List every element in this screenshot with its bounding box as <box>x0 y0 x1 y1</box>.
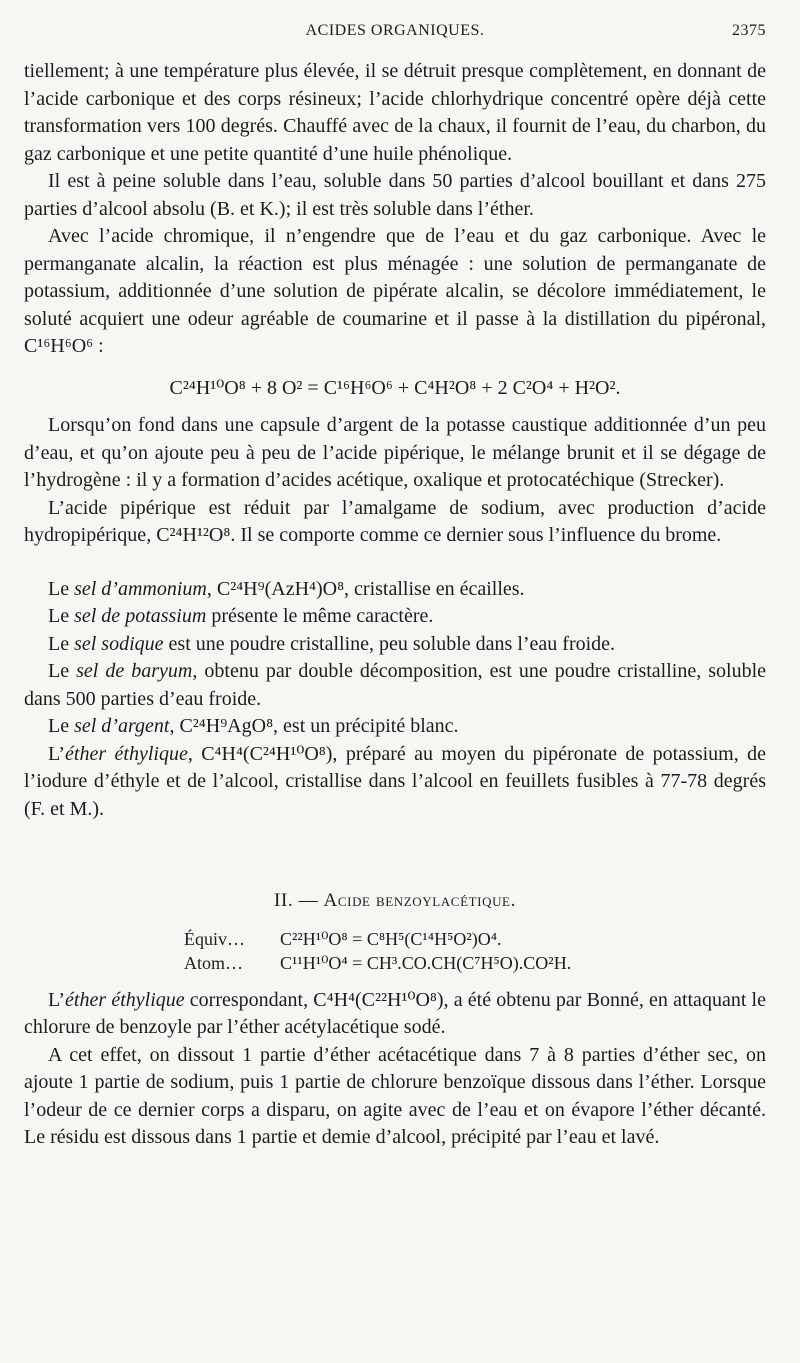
salt-entry: L’éther éthylique, C⁴H⁴(C²⁴H¹⁰O⁸), préparé au moyen du pipéronate de potassium, de l’iodure d’éthyle et de l’alcool, cristallise dans l’alcool en feuillets fusibles à 77-78 degrés (F. et M.). <box>24 742 766 820</box>
paragraph-1: tiellement; à une température plus élevée, il se détruit presque complètement, en donnant de l’acide carbonique et des corps résineux; l’acide chlorhydrique concentré opère déjà cette transformation vers 100 degrés. Chauffé avec de la chaux, il fournit de l’eau, du charbon, du gaz carbonique et une petite quantité d’une huile phénolique. <box>24 60 766 165</box>
running-head <box>24 22 766 44</box>
page-number: 2375 <box>732 22 766 39</box>
spacer <box>24 823 766 887</box>
paragraph-6: L’éther éthylique correspondant, C⁴H⁴(C²²H¹⁰O⁸), a été obtenu par Bonné, en attaquant le chlorure de benzoyle par l’éther acétylacétique sodé. <box>24 988 766 1038</box>
paragraph-7: A cet effet, on dissout 1 partie d’éther acétacétique dans 7 à 8 parties d’éther sec, on ajoute 1 partie de sodium, puis 1 partie de chlorure benzoïque dissous dans l’éther. Lorsque l’odeur de ce dernier corps a disparu, on agite avec de l’eau et on évapore l’éther décanté. Le résidu est dissous dans 1 partie et demie d’alcool, précipité par l’eau et lavé. <box>24 1043 766 1148</box>
paragraph-2: Il est à peine soluble dans l’eau, soluble dans 50 parties d’alcool bouillant et dans 275 parties d’alcool absolu (B. et K.); il est très soluble dans l’éther. <box>24 170 766 220</box>
salt-entry: Le sel sodique est une poudre cristalline, peu soluble dans l’eau froide. <box>48 632 616 655</box>
salt-entry: Le sel d’argent, C²⁴H⁹AgO⁸, est un précipité blanc. <box>48 715 459 737</box>
formula-block <box>24 927 766 975</box>
paragraph-4: Lorsqu’on fond dans une capsule d’argent de la potasse caustique additionnée d’un peu d’eau, et qu’on ajoute peu à peu de l’acide pipérique, le mélange brunit et il se dégage de l’hydrogène : il y a formation d’acides acétique, oxalique et protocatéchique (Strecker). <box>24 414 766 491</box>
equiv-formula: Équiv… C²²H¹⁰O⁸ = C⁸H⁵(C¹⁴H⁵O²)O⁴. <box>184 928 502 949</box>
paragraph-3: Avec l’acide chromique, il n’engendre que de l’eau et du gaz carbonique. Avec le permanganate alcalin, la réaction est plus ménagée : une solution de permanganate de potassium, additionnée d’une solution de pipérate alcalin, se décolore immédiatement, le soluté acquiert une odeur agréable de coumarine et il passe à la distillation du pipéronal, C¹⁶H⁶O⁶ : <box>24 225 766 357</box>
atom-formula: Atom… C¹¹H¹⁰O⁴ = CH³.CO.CH(C⁷H⁵O).CO²H. <box>184 952 572 973</box>
salt-entry: Le sel de potassium présente le même caractère. <box>48 605 434 627</box>
paragraph-5: L’acide pipérique est réduit par l’amalgame de sodium, avec production d’acide hydropipérique, C²⁴H¹²O⁸. Il se comporte comme ce dernier sous l’influence du brome. <box>24 496 766 546</box>
salts-list <box>24 576 766 824</box>
spacer <box>24 550 766 576</box>
salt-entry: Le sel de baryum, obtenu par double décomposition, est une poudre cristalline, soluble dans 500 parties d’eau froide. <box>24 660 767 710</box>
reaction-formula: C²⁴H¹⁰O⁸ + 8 O² = C¹⁶H⁶O⁶ + C⁴H²O⁸ + 2 C²O⁴ + H²O². <box>169 376 621 399</box>
section-heading: II. — Acide benzoylacétique. <box>274 890 516 911</box>
salt-entry: Le sel d’ammonium, C²⁴H⁹(AzH⁴)O⁸, cristallise en écailles. <box>48 577 525 600</box>
page-body <box>24 58 766 1152</box>
running-title: ACIDES ORGANIQUES. <box>305 22 485 39</box>
